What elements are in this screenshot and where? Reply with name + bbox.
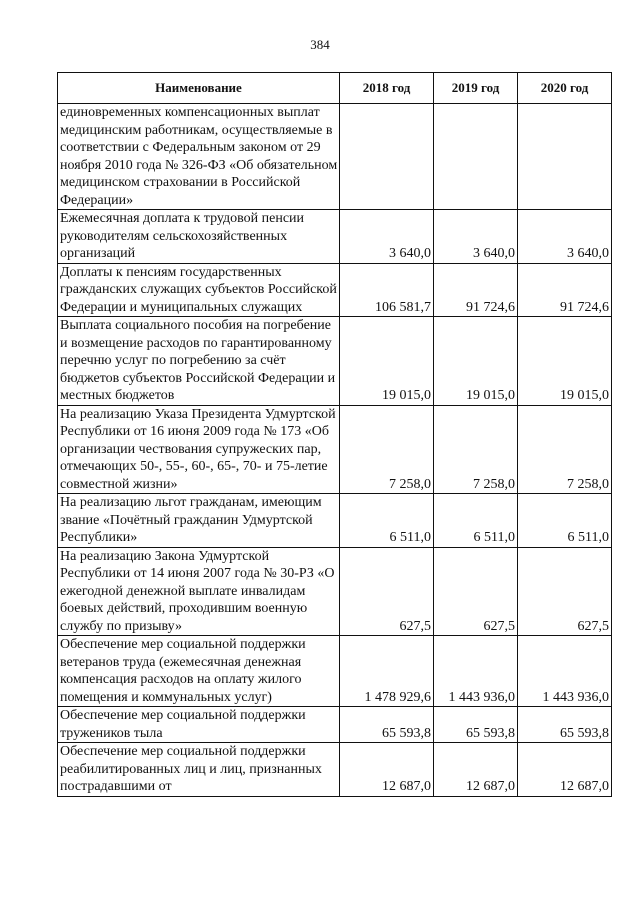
row-name: Обеспечение мер социальной поддержки тружеников тыла — [58, 707, 340, 743]
row-value-2020: 65 593,8 — [518, 707, 612, 743]
row-value-2020: 1 443 936,0 — [518, 636, 612, 707]
row-value-2020: 3 640,0 — [518, 210, 612, 264]
row-value-2020: 91 724,6 — [518, 263, 612, 317]
row-value-2019: 1 443 936,0 — [434, 636, 518, 707]
table-header-row — [58, 73, 612, 104]
table-row — [58, 317, 612, 406]
row-value-2018 — [340, 104, 434, 210]
row-value-2018: 627,5 — [340, 547, 434, 636]
row-value-2018: 106 581,7 — [340, 263, 434, 317]
table-row — [58, 743, 612, 797]
row-value-2018: 65 593,8 — [340, 707, 434, 743]
row-value-2019: 3 640,0 — [434, 210, 518, 264]
row-value-2020 — [518, 104, 612, 210]
row-value-2018: 1 478 929,6 — [340, 636, 434, 707]
row-name: На реализацию Закона Удмуртской Республики от 14 июня 2007 года № 30-РЗ «О ежегодной денежной выплате инвалидам боевых действий, проходившим военную службу по призыву» — [58, 547, 340, 636]
table-row — [58, 494, 612, 548]
row-name: Обеспечение мер социальной поддержки ветеранов труда (ежемесячная денежная компенсация расходов на оплату жилого помещения и коммунальных услуг) — [58, 636, 340, 707]
row-value-2020: 7 258,0 — [518, 405, 612, 494]
row-value-2018: 6 511,0 — [340, 494, 434, 548]
row-value-2019: 6 511,0 — [434, 494, 518, 548]
header-2019: 2019 год — [434, 73, 518, 104]
row-name: Выплата социального пособия на погребение и возмещение расходов по гарантированному перечню услуг по погребению за счёт бюджетов субъектов Российской Федерации и местных бюджетов — [58, 317, 340, 406]
row-value-2018: 19 015,0 — [340, 317, 434, 406]
table-row — [58, 707, 612, 743]
row-value-2019: 627,5 — [434, 547, 518, 636]
row-value-2019: 19 015,0 — [434, 317, 518, 406]
row-value-2018: 12 687,0 — [340, 743, 434, 797]
row-value-2019: 91 724,6 — [434, 263, 518, 317]
table-row — [58, 104, 612, 210]
header-2018: 2018 год — [340, 73, 434, 104]
row-name: На реализацию льгот гражданам, имеющим звание «Почётный гражданин Удмуртской Республики» — [58, 494, 340, 548]
table-row — [58, 210, 612, 264]
header-name: Наименование — [58, 73, 340, 104]
row-name: Обеспечение мер социальной поддержки реабилитированных лиц и лиц, признанных пострадавшими от — [58, 743, 340, 797]
row-value-2018: 3 640,0 — [340, 210, 434, 264]
row-value-2020: 19 015,0 — [518, 317, 612, 406]
row-value-2020: 6 511,0 — [518, 494, 612, 548]
row-value-2019: 12 687,0 — [434, 743, 518, 797]
row-value-2020: 12 687,0 — [518, 743, 612, 797]
table-row — [58, 405, 612, 494]
row-name: Ежемесячная доплата к трудовой пенсии руководителям сельскохозяйственных организаций — [58, 210, 340, 264]
row-name: На реализацию Указа Президента Удмуртской Республики от 16 июня 2009 года № 173 «Об организации чествования супружеских пар, отмечающих 50-, 55-, 60-, 65-, 70- и 75-летие совместной жизни» — [58, 405, 340, 494]
row-name: Доплаты к пенсиям государственных гражданских служащих субъектов Российской Федерации и муниципальных служащих — [58, 263, 340, 317]
row-value-2020: 627,5 — [518, 547, 612, 636]
row-value-2019: 65 593,8 — [434, 707, 518, 743]
row-name: единовременных компенсационных выплат медицинским работникам, осуществляемые в соответствии с Федеральным законом от 29 ноября 2010 года № 326-ФЗ «Об обязательном медицинском страховании в Российской Федерации» — [58, 104, 340, 210]
page-number: 384 — [310, 37, 330, 52]
table-row — [58, 547, 612, 636]
budget-table — [57, 72, 612, 797]
row-value-2018: 7 258,0 — [340, 405, 434, 494]
row-value-2019: 7 258,0 — [434, 405, 518, 494]
row-value-2019 — [434, 104, 518, 210]
header-2020: 2020 год — [518, 73, 612, 104]
table-row — [58, 263, 612, 317]
table-row — [58, 636, 612, 707]
